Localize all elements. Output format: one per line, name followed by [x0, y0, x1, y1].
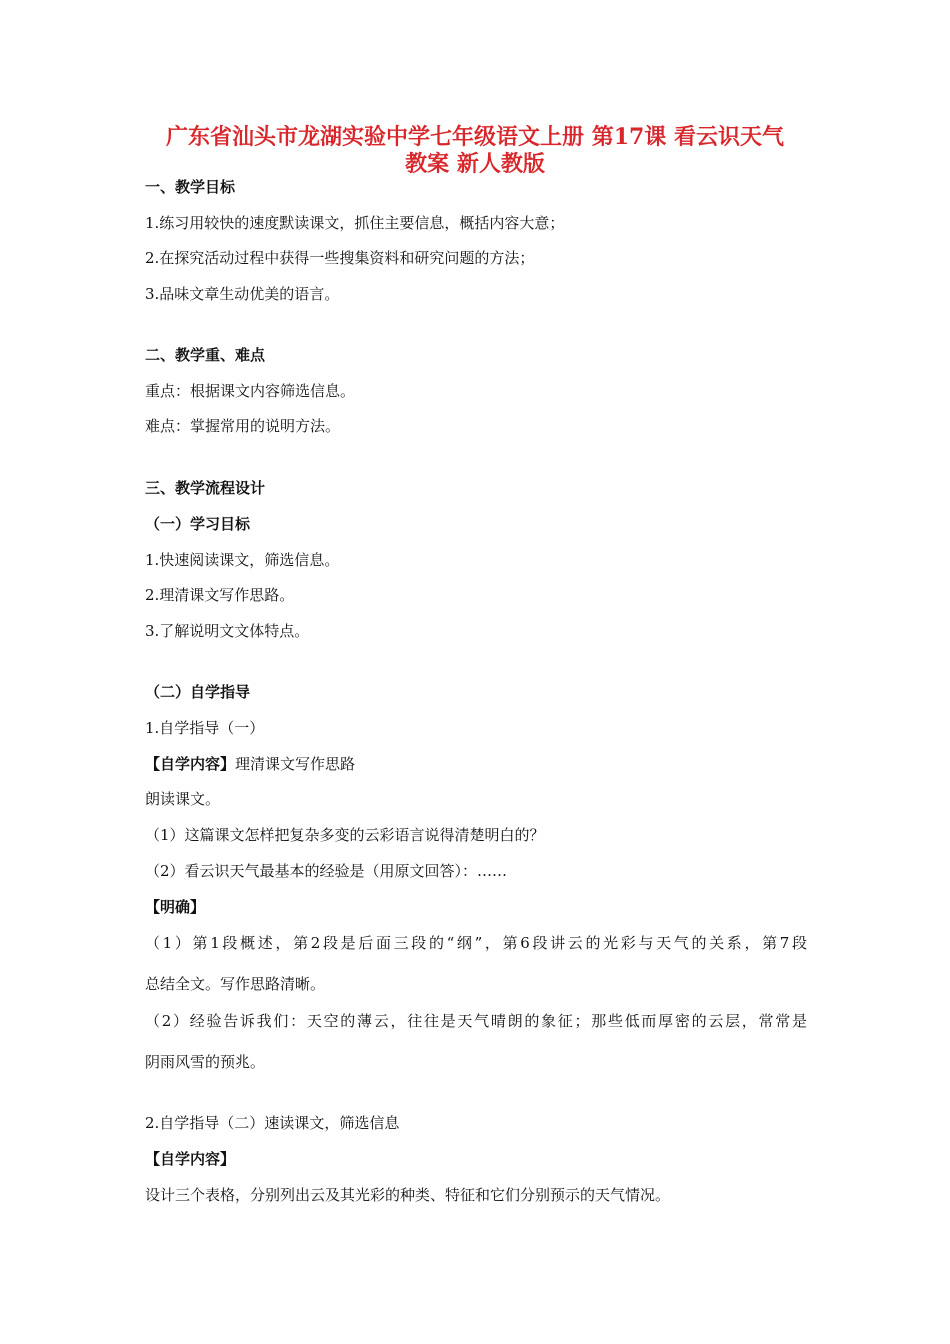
guide-1-read: 朗读课文。: [145, 790, 221, 808]
guide-1-answer-1-line-2: 总结全文。写作思路清晰。: [145, 975, 326, 993]
section-heading-flow: 三、教学流程设计: [145, 479, 266, 497]
subsection-heading-self-study: （二）自学指导: [145, 683, 251, 701]
objective-item-3: 3.品味文章生动优美的语言。: [145, 285, 340, 303]
guide-2-title: 2.自学指导（二）速读课文，筛选信息: [145, 1114, 400, 1132]
objective-item-2: 2.在探究活动过程中获得一些搜集资料和研究问题的方法；: [145, 249, 535, 267]
document-title-line-1: 广东省汕头市龙湖实验中学七年级语文上册 第17课 看云识天气: [166, 124, 784, 150]
subsection-heading-goals: （一）学习目标: [145, 515, 251, 533]
guide-1-answer-2-line-2: 阴雨风雪的预兆。: [145, 1053, 266, 1071]
objective-item-1: 1.练习用较快的速度默读课文，抓住主要信息，概括内容大意；: [145, 214, 565, 232]
guide-2-content-label: 【自学内容】: [145, 1150, 236, 1168]
guide-1-answer-label: 【明确】: [145, 898, 206, 916]
guide-1-answer-1-line-1: （1）第1段概述，第2段是后面三段的“纲”，第6段讲云的光彩与天气的关系，第7段: [145, 934, 807, 952]
guide-1-content-label: 【自学内容】: [145, 755, 236, 773]
section-heading-objectives: 一、教学目标: [145, 178, 236, 196]
difficulty-point: 难点：掌握常用的说明方法。: [145, 417, 341, 435]
guide-1-question-2: （2）看云识天气最基本的经验是（用原文回答）：……: [145, 862, 508, 880]
section-heading-key-points: 二、教学重、难点: [145, 346, 266, 364]
key-point: 重点：根据课文内容筛选信息。: [145, 382, 356, 400]
guide-1-answer-2-line-1: （2）经验告诉我们：天空的薄云，往往是天气晴朗的象征；那些低而厚密的云层，常常是: [145, 1012, 807, 1030]
guide-1-content: [145, 754, 825, 774]
goal-item-2: 2.理清课文写作思路。: [145, 586, 295, 604]
guide-2-content-text: 设计三个表格，分别列出云及其光彩的种类、特征和它们分别预示的天气情况。: [145, 1186, 671, 1204]
document-title-line-2: 教案 新人教版: [405, 151, 545, 177]
goal-item-3: 3.了解说明文文体特点。: [145, 622, 310, 640]
goal-item-1: 1.快速阅读课文，筛选信息。: [145, 551, 340, 569]
guide-1-title: 1.自学指导（一）: [145, 719, 265, 737]
guide-1-content-text: 理清课文写作思路: [235, 755, 356, 773]
guide-1-question-1: （1）这篇课文怎样把复杂多变的云彩语言说得清楚明白的？: [145, 826, 545, 844]
